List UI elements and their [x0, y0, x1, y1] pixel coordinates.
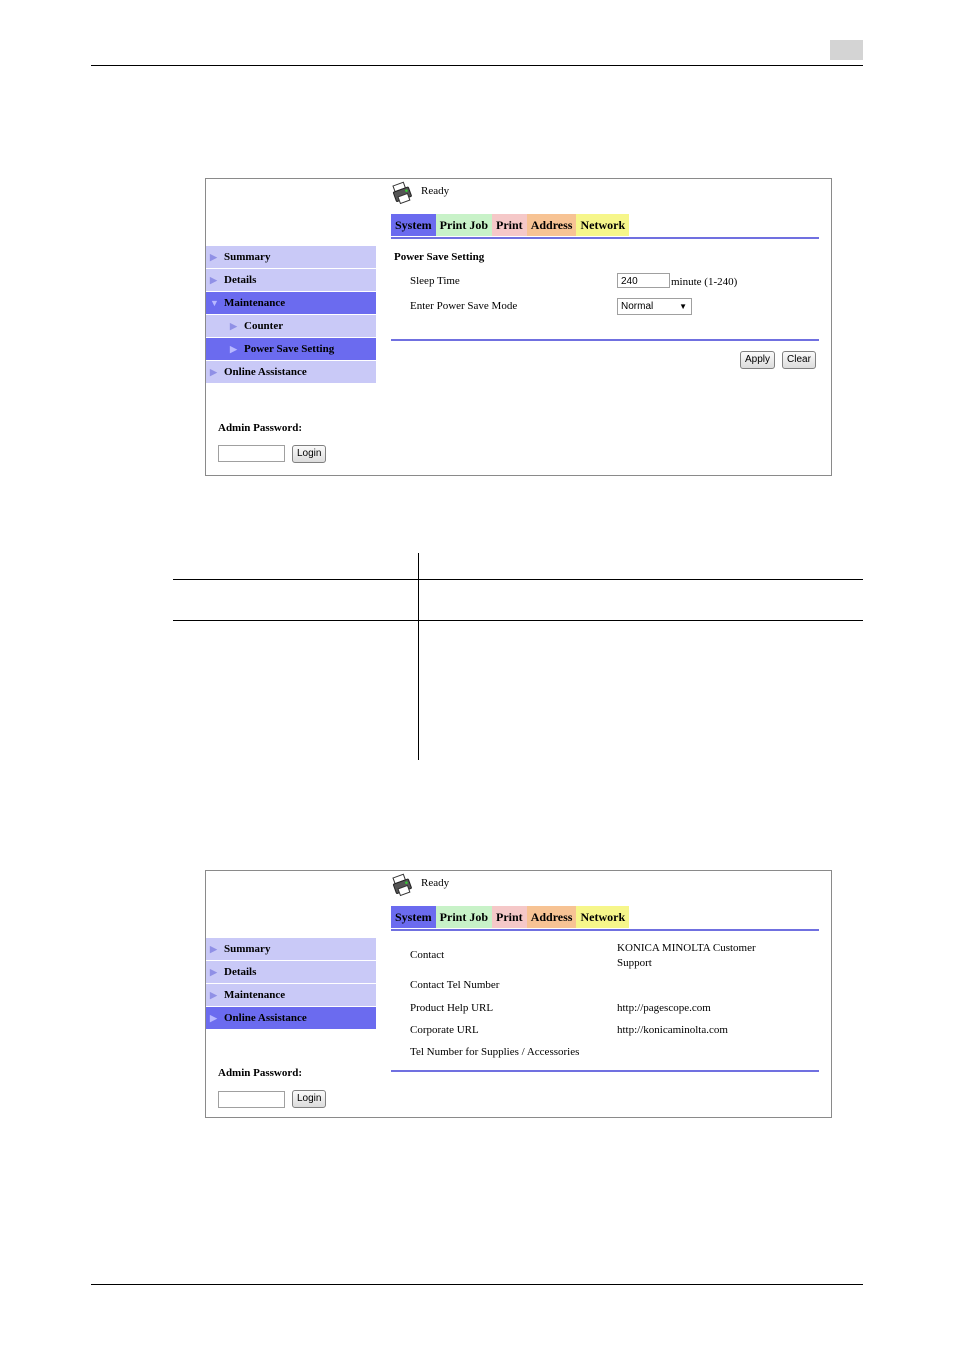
tab-system[interactable]: System [391, 906, 436, 928]
table-row-rule [173, 620, 863, 621]
contact-label: Contact [410, 949, 445, 961]
contact-value: KONICA MINOLTA Customer Support [617, 942, 756, 969]
sidebar-item-details[interactable] [206, 269, 376, 291]
tab-print-job[interactable]: Print Job [436, 906, 492, 928]
tab-address[interactable]: Address [527, 906, 577, 928]
status-text: Ready [421, 877, 450, 889]
arrow-right-icon: ▶ [210, 252, 217, 262]
sidebar-item-label: Details [224, 274, 257, 286]
main-tabs [391, 906, 629, 928]
screenshot-online-assistance [205, 870, 832, 1118]
sleep-time-unit: minute (1-240) [671, 276, 738, 288]
tab-print[interactable]: Print [492, 906, 527, 928]
printer-icon [391, 873, 415, 897]
sidebar-item-summary[interactable] [206, 938, 376, 960]
printer-icon [391, 181, 415, 205]
sidebar-nav [206, 938, 376, 1030]
tab-print-job[interactable]: Print Job [436, 214, 492, 236]
arrow-right-icon: ▶ [210, 275, 217, 285]
corporate-url-label: Corporate URL [410, 1024, 479, 1036]
sidebar-subitem-power-save-setting[interactable] [206, 338, 376, 360]
tabs-underline [391, 237, 819, 239]
login-button[interactable]: Login [292, 1090, 326, 1108]
sidebar-item-label: Maintenance [224, 989, 286, 1001]
arrow-right-icon: ▶ [210, 1013, 217, 1023]
power-save-mode-select[interactable] [617, 298, 692, 315]
power-save-mode-label: Enter Power Save Mode [410, 300, 518, 312]
tab-network[interactable]: Network [576, 906, 629, 928]
arrow-right-icon: ▶ [230, 344, 237, 354]
sidebar-item-label: Summary [224, 251, 271, 263]
header-rule [91, 65, 863, 66]
power-save-mode-value: Normal [621, 301, 654, 312]
tab-system[interactable]: System [391, 214, 436, 236]
tab-print[interactable]: Print [492, 214, 527, 236]
product-help-url-value[interactable]: http://pagescope.com [617, 1002, 711, 1014]
page-number-marker [830, 40, 863, 60]
sidebar-item-label: Online Assistance [224, 1012, 307, 1024]
arrow-right-icon: ▶ [210, 990, 217, 1000]
status-text: Ready [421, 185, 450, 197]
arrow-right-icon: ▶ [210, 944, 217, 954]
admin-password-label: Admin Password: [218, 1067, 303, 1079]
footer-rule [91, 1284, 863, 1285]
contact-tel-label: Contact Tel Number [410, 979, 500, 991]
form-bottom-rule [391, 339, 819, 341]
sidebar-item-details[interactable] [206, 961, 376, 983]
tab-address[interactable]: Address [527, 214, 577, 236]
arrow-right-icon: ▶ [210, 967, 217, 977]
sidebar-item-label: Details [224, 966, 257, 978]
sidebar-item-label: Maintenance [224, 297, 286, 309]
arrow-right-icon: ▶ [210, 367, 217, 377]
sidebar-nav [206, 246, 376, 384]
table-header-rule [173, 579, 863, 580]
main-tabs [391, 214, 629, 236]
tabs-underline [391, 929, 819, 931]
sidebar-item-label: Counter [244, 320, 284, 332]
sidebar-item-online-assistance[interactable] [206, 361, 376, 383]
info-bottom-rule [391, 1070, 819, 1072]
sidebar-item-maintenance[interactable] [206, 984, 376, 1006]
sidebar-item-label: Power Save Setting [244, 343, 335, 355]
arrow-right-icon: ▶ [230, 321, 237, 331]
sleep-time-label: Sleep Time [410, 275, 460, 287]
section-title: Power Save Setting [394, 251, 485, 263]
sidebar-item-label: Summary [224, 943, 271, 955]
sidebar-item-label: Online Assistance [224, 366, 307, 378]
screenshot-power-save-setting [205, 178, 832, 476]
sidebar-item-maintenance[interactable] [206, 292, 376, 314]
supplies-tel-label: Tel Number for Supplies / Accessories [410, 1046, 580, 1058]
sidebar-item-online-assistance[interactable] [206, 1007, 376, 1029]
clear-button[interactable]: Clear [782, 351, 816, 369]
admin-password-input[interactable] [218, 1091, 285, 1108]
chevron-down-icon: ▼ [679, 302, 687, 311]
login-button[interactable]: Login [292, 445, 326, 463]
admin-password-input[interactable] [218, 445, 285, 462]
admin-password-label: Admin Password: [218, 422, 303, 434]
product-help-url-label: Product Help URL [410, 1002, 494, 1014]
arrow-down-icon: ▼ [210, 298, 219, 308]
tab-network[interactable]: Network [576, 214, 629, 236]
status-area [391, 873, 449, 899]
sleep-time-input[interactable]: 240 [617, 273, 670, 288]
corporate-url-value[interactable]: http://konicaminolta.com [617, 1024, 728, 1036]
sidebar-item-summary[interactable] [206, 246, 376, 268]
sidebar-subitem-counter[interactable] [206, 315, 376, 337]
table-column-divider [418, 553, 419, 760]
apply-button[interactable]: Apply [740, 351, 775, 369]
status-area [391, 181, 449, 207]
